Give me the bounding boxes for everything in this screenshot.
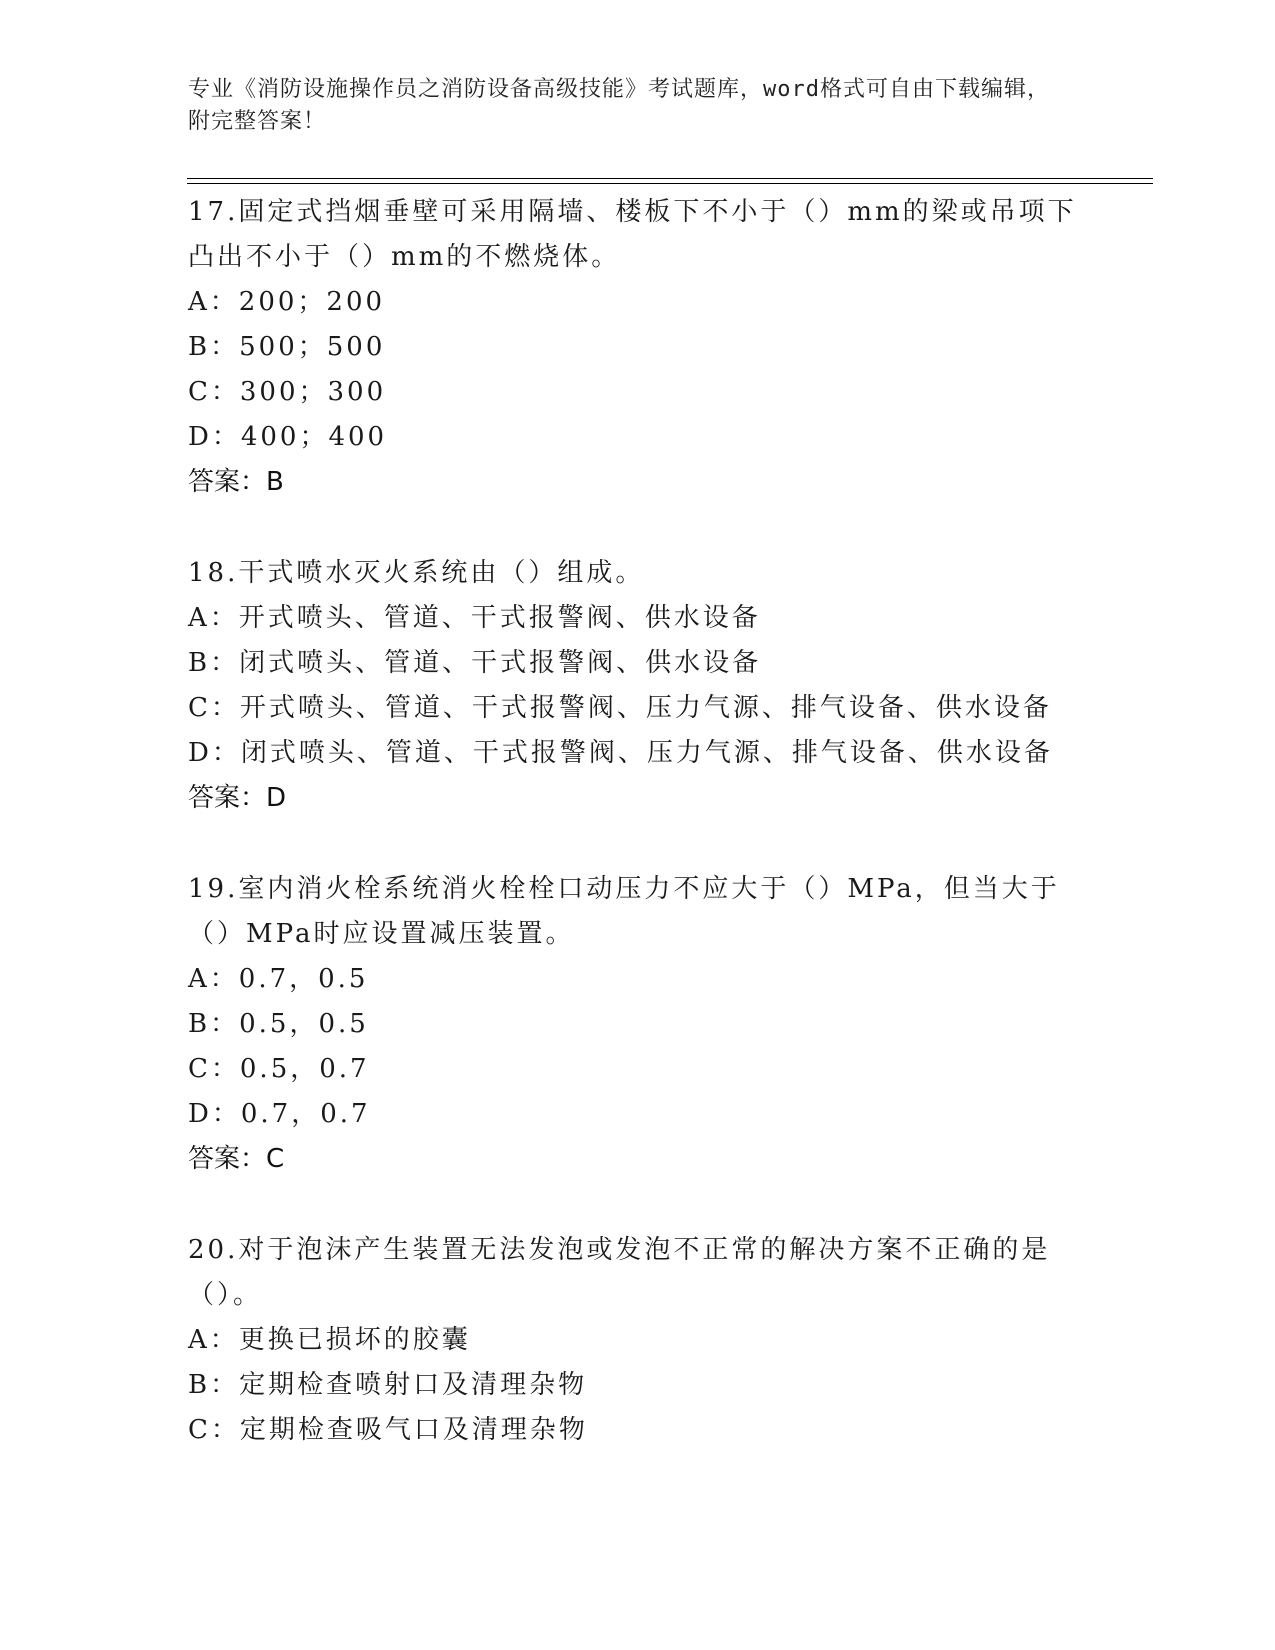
option-c: C：0.5，0.7	[188, 1054, 370, 1084]
document-header: 专业《消防设施操作员之消防设备高级技能》考试题库，word格式可自由下载编辑，附完整答案！	[188, 77, 1050, 134]
answer-line: 答案：D	[188, 783, 287, 813]
option-b: B：定期检查喷射口及清理杂物	[188, 1370, 588, 1400]
question-stem: 20.对于泡沫产生装置无法发泡或发泡不正常的解决方案不正确的是（）。	[188, 1235, 1051, 1310]
header-divider-top	[187, 178, 1153, 179]
option-b: B：闭式喷头、管道、干式报警阀、供水设备	[188, 648, 762, 678]
question-spacer	[188, 1182, 1088, 1228]
question-spacer	[188, 505, 1088, 551]
option-a: A：开式喷头、管道、干式报警阀、供水设备	[188, 603, 761, 633]
question-stem: 19.室内消火栓系统消火栓栓口动压力不应大于（）MPa，但当大于（）MPa时应设置减压装置。	[188, 874, 1060, 949]
question-stem: 17.固定式挡烟垂壁可采用隔墙、楼板下不小于（）mm的梁或吊项下凸出不小于（）mm的不燃烧体。	[188, 197, 1077, 272]
option-a: A：200；200	[188, 287, 386, 317]
question-stem: 18.干式喷水灭火系统由（）组成。	[188, 558, 645, 588]
option-d: D：0.7，0.7	[188, 1099, 371, 1129]
option-b: B：0.5，0.5	[188, 1009, 369, 1039]
question-17	[188, 190, 1088, 505]
question-18	[188, 551, 1088, 821]
option-c: C：定期检查吸气口及清理杂物	[188, 1415, 588, 1445]
option-d: D：400；400	[188, 422, 388, 452]
option-c: C：开式喷头、管道、干式报警阀、压力气源、排气设备、供水设备	[188, 693, 1052, 723]
question-20	[188, 1228, 1088, 1453]
option-c: C：300；300	[188, 377, 387, 407]
question-spacer	[188, 821, 1088, 867]
answer-line: 答案：C	[188, 1144, 285, 1174]
option-a: A：更换已损坏的胶囊	[188, 1325, 471, 1355]
option-d: D：闭式喷头、管道、干式报警阀、压力气源、排气设备、供水设备	[188, 738, 1053, 768]
question-19	[188, 867, 1088, 1182]
option-b: B：500；500	[188, 332, 386, 362]
question-list	[188, 190, 1088, 1453]
header-divider-bottom	[187, 183, 1153, 184]
option-a: A：0.7，0.5	[188, 964, 369, 994]
answer-line: 答案：B	[188, 467, 284, 497]
